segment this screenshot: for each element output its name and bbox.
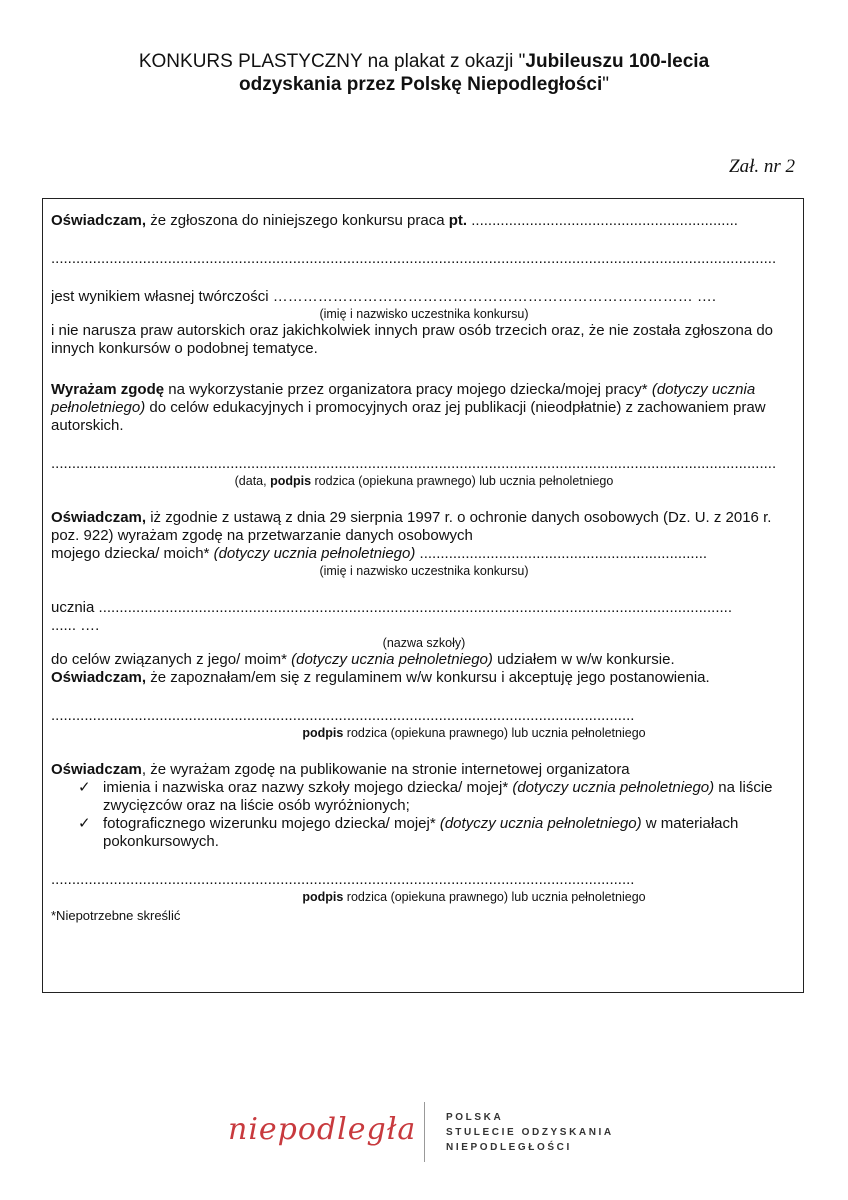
child-name-caption: (imię i nazwisko uczestnika konkursu) bbox=[319, 564, 529, 578]
author-caption: (imię i nazwisko uczestnika konkursu) bbox=[319, 307, 529, 321]
title-line-2: odzyskania przez Polskę Niepodległości" bbox=[239, 74, 609, 95]
signature-line-3[interactable]: ............................................................................................................................................ bbox=[51, 871, 635, 888]
logo-divider bbox=[424, 1102, 425, 1162]
signature-caption-1: (data, podpis rodzica (opiekuna prawnego) lub ucznia pełnoletniego bbox=[234, 474, 614, 488]
checklist-item-photo: ✓ fotograficznego wizerunku mojego dziecka/ mojej* (dotyczy ucznia pełnoletniego) w materiałach pokonkursowych. bbox=[78, 815, 739, 850]
document-title bbox=[0, 50, 848, 96]
attachment-number: Zał. nr 2 bbox=[729, 156, 795, 177]
footnote: *Niepotrzebne skreślić bbox=[51, 908, 181, 923]
child-name-line[interactable]: mojego dziecka/ moich* (dotyczy ucznia pełnoletniego) ..................................................................... bbox=[51, 545, 708, 562]
work-title-dotted-line[interactable]: .............................................................................................................................................................................. bbox=[51, 250, 777, 267]
signature-caption-2: podpis rodzica (opiekuna prawnego) lub ucznia pełnoletniego bbox=[302, 726, 646, 740]
form-content bbox=[51, 212, 797, 925]
rules-acceptance-statement: Oświadczam, że zapoznałam/em się z regulaminem w/w konkursu i akceptuję jego postanowienia. bbox=[51, 669, 710, 686]
title-line-1: KONKURS PLASTYCZNY na plakat z okazji "Jubileuszu 100-lecia bbox=[138, 51, 710, 72]
checkmark-icon: ✓ bbox=[78, 815, 91, 832]
purpose-statement: do celów związanych z jego/ moim* (dotyczy ucznia pełnoletniego) udziałem w w/w konkursie. bbox=[51, 651, 675, 668]
niepodlegla-logo bbox=[228, 1096, 628, 1166]
signature-caption-3: podpis rodzica (opiekuna prawnego) lub ucznia pełnoletniego bbox=[302, 890, 646, 904]
checklist-item-names: ✓ imienia i nazwiska oraz nazwy szkoły mojego dziecka/ mojej* (dotyczy ucznia pełnoletniego) na liście zwycięzców oraz na liście osób wyróżnionych; bbox=[78, 779, 773, 814]
logo-text: POLSKA STULECIE ODZYSKANIA NIEPODLEGŁOŚCI bbox=[446, 1112, 614, 1153]
data-processing-statement: Oświadczam, iż zgodnie z ustawą z dnia 29 sierpnia 1997 r. o ochronie danych osobowych (Dz. U. z 2016 r. poz. 922) wyrażam zgodę na przetwarzanie danych osobowych bbox=[51, 509, 772, 544]
checkmark-icon: ✓ bbox=[78, 779, 91, 796]
consent-checklist bbox=[51, 779, 797, 851]
signature-line-2[interactable]: ............................................................................................................................................ bbox=[51, 707, 635, 724]
consent-usage-statement: Wyrażam zgodę na wykorzystanie przez organizatora pracy mojego dziecka/mojej pracy* (dotyczy ucznia pełnoletniego) do celów edukacyjnych i promocyjnych oraz jej publikacji (nieodpłatnie) z zachowaniem praw autorskich. bbox=[51, 381, 766, 434]
publication-consent-statement: Oświadczam, że wyrażam zgodę na publikowanie na stronie internetowej organizatora bbox=[51, 761, 630, 778]
school-caption: (nazwa szkoły) bbox=[382, 636, 466, 650]
rights-statement: i nie narusza praw autorskich oraz jakichkolwiek innych praw osób trzecich oraz, że nie została zgłoszona do innych konkursów o podobnej tematyce. bbox=[51, 322, 774, 357]
signature-line-1[interactable]: .............................................................................................................................................................................. bbox=[51, 455, 777, 472]
statement-work-title: Oświadczam, że zgłoszona do niniejszego konkursu praca pt. ................................................................ bbox=[51, 212, 738, 229]
school-line[interactable]: ucznia ........................................................................................................................................................ bbox=[51, 599, 732, 616]
author-line[interactable]: jest wynikiem własnej twórczości ………………………………………………………………………… …. bbox=[51, 288, 717, 305]
logo-script-wordmark: niepodległa bbox=[228, 1112, 417, 1147]
school-line-continuation: ...... …. bbox=[51, 617, 100, 634]
